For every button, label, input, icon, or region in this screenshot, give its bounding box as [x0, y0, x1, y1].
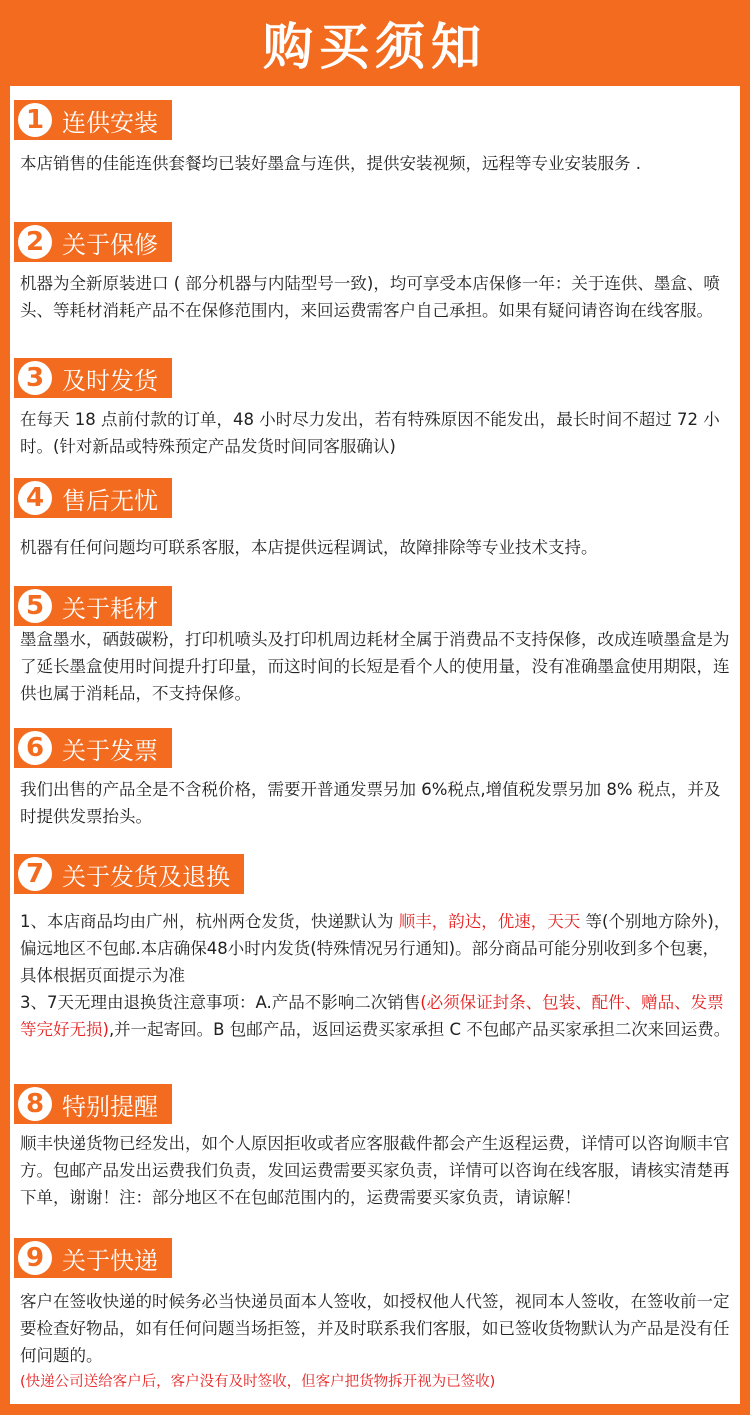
notice-panel	[10, 86, 740, 1404]
delivery-paragraph: 客户在签收快递的时候务必当快递员面本人签收，如授权他人代签，视同本人签收，在签收前一定要检查好物品，如有任何问题当场拒签，并及时联系我们客服，如已签收货物默认为产品是没有任何问题的。	[20, 1292, 730, 1365]
section-title: 关于发票	[62, 736, 158, 765]
section-1-body: 本店销售的佳能连供套餐均已装好墨盒与连供，提供安装视频，远程等专业安装服务 .	[20, 154, 641, 173]
section-6-body: 我们出售的产品全是不含税价格，需要开普通发票另加 6%税点,增值税发票另加 8% 税点，并及时提供发票抬头。	[20, 780, 721, 826]
section-7-header	[14, 854, 244, 894]
section-title: 关于快递	[62, 1246, 158, 1275]
section-title: 及时发货	[62, 366, 158, 395]
section-number-badge: 5	[18, 589, 52, 623]
section-title: 连供安装	[62, 108, 158, 137]
section-9-header	[14, 1238, 172, 1278]
section-5-header	[14, 586, 172, 626]
section-number-badge: 9	[18, 1241, 52, 1275]
section-title: 关于发货及退换	[62, 862, 230, 891]
section-7-body	[20, 908, 734, 1043]
page-title: 购买须知	[263, 18, 487, 76]
return-paragraph: 3、7天无理由退换货注意事项：A.产品不影响二次销售(必须保证封条、包装、配件、赠品、发票等完好无损),并一起寄回。B 包邮产品，返回运费买家承担 C 不包邮产品买家承担二次来回运费。	[20, 993, 731, 1039]
section-2-body: 机器为全新原装进口 ( 部分机器与内陆型号一致)，均可享受本店保修一年：关于连供、墨盒、喷头、等耗材消耗产品不在保修范围内，来回运费需客户自己承担。如果有疑问请咨询在线客服。	[20, 274, 720, 320]
section-5-body: 墨盒墨水，硒鼓碳粉，打印机喷头及打印机周边耗材全属于消费品不支持保修，改成连喷墨盒是为了延长墨盒使用时间提升打印量，而这时间的长短是看个人的使用量，没有准确墨盒使用期限，连供也属于消耗品，不支持保修。	[20, 630, 730, 703]
section-title: 关于保修	[62, 230, 158, 259]
section-8-header	[14, 1084, 172, 1124]
courier-list: 顺丰，韵达，优速，天天	[398, 912, 581, 931]
section-9-body	[20, 1288, 734, 1396]
section-number-badge: 4	[18, 481, 52, 515]
section-number-badge: 7	[18, 857, 52, 891]
shipping-paragraph: 1、本店商品均由广州，杭州两仓发货，快递默认为 顺丰，韵达，优速，天天 等(个别地方除外)，偏远地区不包邮.本店确保48小时内发货(特殊情况另行通知)。部分商品可能分别收到多个包裹，具体根据页面提示为准	[20, 912, 731, 985]
section-3-header	[14, 358, 172, 398]
section-number-badge: 6	[18, 731, 52, 765]
section-4-body: 机器有任何问题均可联系客服，本店提供远程调试，故障排除等专业技术支持。	[20, 538, 598, 557]
section-3-body: 在每天 18 点前付款的订单，48 小时尽力发出，若有特殊原因不能发出，最长时间不超过 72 小时。(针对新品或特殊预定产品发货时间同客服确认)	[20, 410, 720, 456]
section-8-body: 顺丰快递货物已经发出，如个人原因拒收或者应客服截件都会产生返程运费，详情可以咨询顺丰官方。包邮产品发出运费我们负责，发回运费需要买家负责，详情可以咨询在线客服，请核实清楚再下单，谢谢！注：部分地区不在包邮范围内的，运费需要买家负责，请谅解！	[20, 1134, 730, 1207]
page-header	[0, 0, 750, 86]
section-number-badge: 1	[18, 103, 52, 137]
section-4-header	[14, 478, 172, 518]
section-6-header	[14, 728, 172, 768]
section-title: 特别提醒	[62, 1092, 158, 1121]
section-title: 关于耗材	[62, 594, 158, 623]
section-1-header	[14, 100, 172, 140]
section-number-badge: 8	[18, 1087, 52, 1121]
delivery-note: (快递公司送给客户后，客户没有及时签收，但客户把货物拆开视为已签收)	[20, 1374, 496, 1390]
section-number-badge: 2	[18, 225, 52, 259]
section-number-badge: 3	[18, 361, 52, 395]
section-title: 售后无忧	[62, 486, 158, 515]
return-conditions: (必须保证封条、包装、配件、赠品、发票等完好无损)	[20, 993, 724, 1039]
section-2-header	[14, 222, 172, 262]
